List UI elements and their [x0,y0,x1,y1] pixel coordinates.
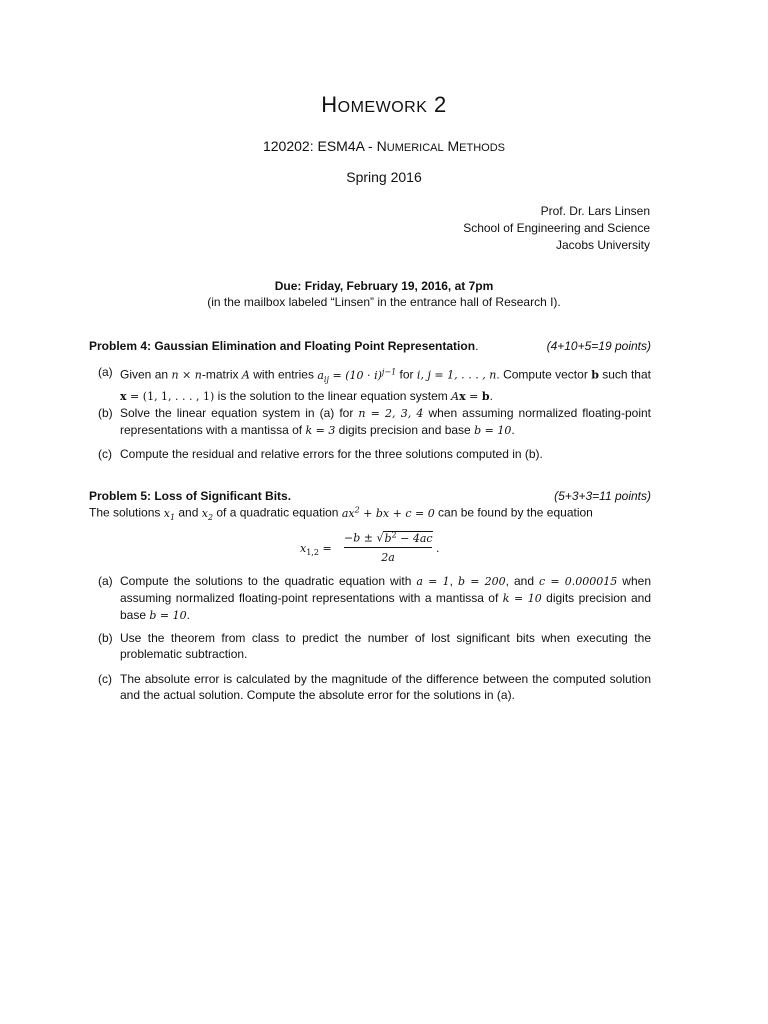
text: . [511,423,515,437]
formula-x: x [300,542,307,555]
math [317,369,396,382]
math: b = 10 [149,609,187,622]
formula-sub: 1,2 [306,548,319,558]
course-n: N [376,138,387,154]
problem-5-title: Problem 5: Loss of Significant Bits. [89,489,292,503]
author-name: Prof. Dr. Lars Linsen [540,204,650,218]
math-vector: b [591,368,599,382]
math [342,507,435,520]
text: Compute the solutions to the quadratic equation with [120,574,417,588]
text: Solve the linear equation system in (a) for [120,406,359,420]
part-label: (a) [98,365,113,379]
text: Compute the residual and relative errors for the three solutions computed in (b). [120,447,543,461]
problem-4-points: (4+10+5=19 points) [546,339,651,353]
text: The solutions [89,505,164,520]
page-title [0,92,768,118]
text: with entries [249,367,318,382]
problem-4-part-c [98,446,651,462]
problem-4-title [89,339,478,353]
math-a: a [317,368,324,382]
text: digits precision and base [335,423,475,437]
formula-eq: = [318,542,332,555]
text: when assuming normalized floating-point representations with a mantissa of [120,574,651,605]
author-university: Jacobs University [555,238,650,252]
part-label: (b) [98,406,113,420]
math-sup: 2 [354,505,360,514]
text: and [175,505,202,520]
title-rest: OMEWORK [337,99,428,116]
title-initial: H [321,92,338,117]
course-n-rest: UMERICAL [386,142,444,154]
course-code: 120202: ESM4A - [262,138,377,154]
title-number: 2 [427,92,447,117]
formula-end: . [436,542,440,555]
math-sub: 1 [169,512,176,522]
text: . [186,608,190,622]
text: Given an [120,367,172,382]
problem-5-part-a [98,573,651,624]
radicand-rest: − 4ac [396,531,433,545]
text: , and [505,574,540,588]
part-label: (c) [98,447,112,461]
math: A [451,389,460,403]
part-label: (c) [98,672,112,686]
text: digits precision and base [120,591,652,622]
math: i, j = 1, . . . , n [416,368,497,382]
math: b = 10 [474,424,512,437]
problem-4-title-text: Problem 4: Gaussian Elimination and Floating Point Representation [89,339,476,353]
text: for [396,367,417,382]
math-x: x [163,506,170,520]
sqrt-sign: √ [376,531,384,545]
math-rest: + bx + c = 0 [359,506,435,520]
math-ax: ax [341,506,355,520]
problem-4-title-end: . [475,339,479,353]
part-label: (b) [98,631,113,645]
math-vector: x [120,389,127,403]
problem-4-part-a [98,364,651,405]
text: is the solution to the linear equation system [214,388,452,403]
text: can be found by the equation [434,505,593,520]
math-vector: x [459,389,466,403]
math: A [241,368,250,382]
math-sub: ij [323,374,329,384]
formula-lhs [300,542,332,557]
radicand-sup: 2 [391,530,397,539]
problem-4-header [89,339,651,355]
math: b = 200 [457,575,506,588]
math [202,507,213,520]
math-sup: j−1 [381,367,397,376]
author-school: School of Engineering and Science [463,221,650,235]
math: n × n [171,368,202,382]
math: k = 10 [502,592,542,605]
text: . [489,388,493,403]
due-date: Due: Friday, February 19, 2016, at 7pm [274,279,494,293]
math-sub: 2 [207,512,214,522]
math-eq: = (10 · i) [328,368,382,382]
math: c = 0.000015 [539,575,618,588]
math: a = 1 [416,575,450,588]
formula-denominator: 2a [381,551,395,564]
math [164,507,175,520]
problem-5-intro [89,505,593,522]
due-location: (in the mailbox labeled “Linsen” in the entrance hall of Research I). [207,295,561,309]
radicand [383,531,432,545]
math: = [465,389,482,403]
course-m: M [443,138,460,154]
math: = (1, 1, . . . , 1) [126,389,215,403]
text: of a quadratic equation [213,505,342,520]
problem-5-part-b [98,630,651,662]
radicand-b: b [384,531,392,545]
problem-5-points: (5+3+3=11 points) [554,489,651,503]
problem-5-part-c [98,671,651,703]
fraction-bar [344,547,432,548]
numerator-pre: −b ± [344,531,377,545]
text: such that [598,367,651,382]
math: n = 2, 3, 4 [358,407,424,420]
problem-5-header [89,489,651,505]
text: when assuming normalized floating-point representations with a mantissa of [120,406,651,437]
text: Use the theorem from class to predict the number of lost significant bits when executing the problematic subtraction. [120,631,651,661]
semester: Spring 2016 [346,169,422,185]
course-m-rest: ETHODS [459,142,505,154]
text: The absolute error is calculated by the magnitude of the difference between the computed solution and the actual solution. Compute the absolute error for the solutions in (a). [120,672,651,702]
text: , [449,574,458,588]
problem-4-part-b [98,405,651,439]
math-x: x [201,506,208,520]
math-vector: b [481,389,490,403]
course-subtitle [0,138,768,154]
formula-numerator [344,530,432,545]
text: . Compute vector [496,367,592,382]
part-label: (a) [98,574,113,588]
text: -matrix [201,367,242,382]
math: k = 3 [305,424,336,437]
quadratic-formula [300,530,500,570]
